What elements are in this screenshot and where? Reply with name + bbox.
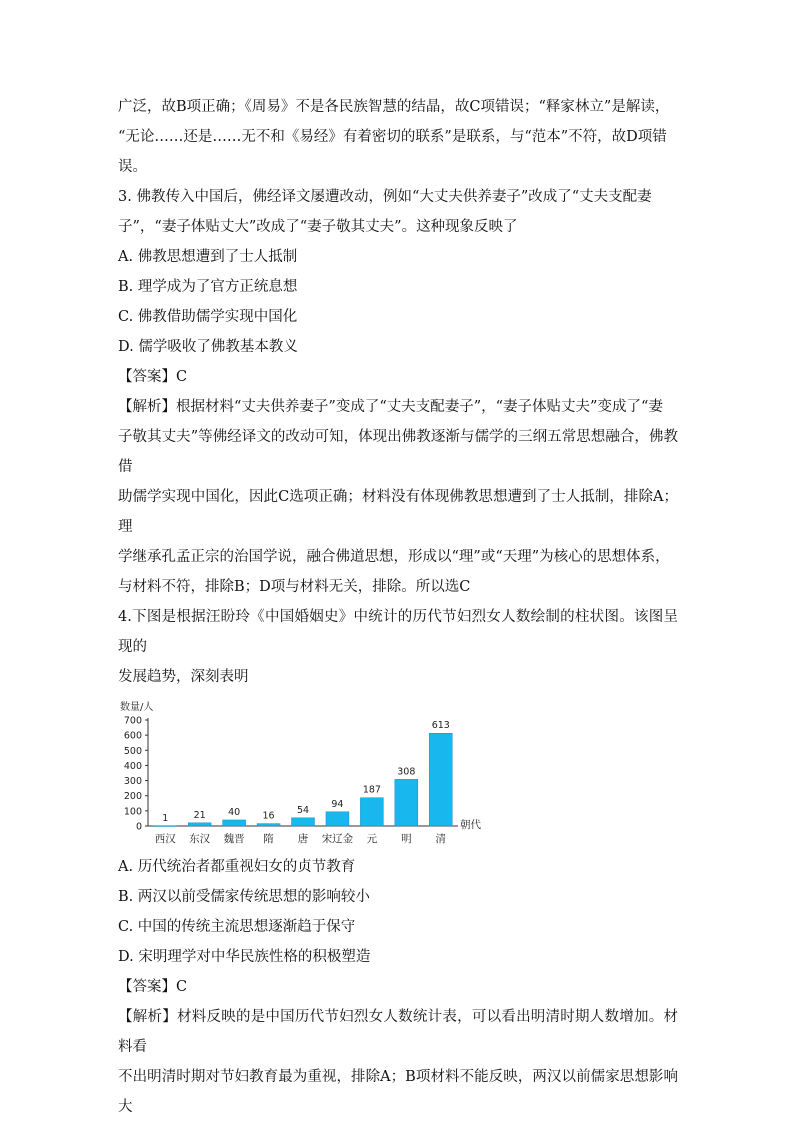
bar <box>395 779 418 826</box>
x-category-label: 东汉 <box>189 833 211 845</box>
x-axis-label: 朝代 <box>460 819 481 831</box>
x-category-label: 清 <box>435 833 447 845</box>
bar <box>292 818 315 826</box>
y-tick-label: 300 <box>123 776 142 788</box>
y-tick-label: 100 <box>123 806 142 818</box>
q3-analysis-line-4: 学继承孔孟正宗的治国学说，融合佛道思想，形成以“理”或“天理”为核心的思想体系， <box>118 549 670 565</box>
bar <box>429 733 452 826</box>
q3-analysis-line-1: 【解析】根据材料“丈夫供养妻子”变成了“丈夫支配妻子”，“妻子体贴丈夫”变成了“妻 <box>118 399 663 415</box>
x-category-label: 隋 <box>263 833 274 845</box>
bar-value-label: 54 <box>296 804 310 816</box>
q3-option-a: A. 佛教思想遭到了士人抵制 <box>118 249 298 265</box>
q4-option-c: C. 中国的传统主流思想逐渐趋于保守 <box>118 919 356 935</box>
q4-answer: 【答案】C <box>118 979 188 995</box>
q3-answer: 【答案】C <box>118 369 188 385</box>
q3-stem-line-2: 子”，“妻子体贴丈大”改成了“妻子敬其丈夫”。这种现象反映了 <box>118 219 518 235</box>
bar-value-label: 40 <box>228 806 241 818</box>
q4-stem-line-2: 发展趋势，深刻表明 <box>118 669 249 685</box>
y-tick-label: 400 <box>123 760 142 772</box>
bar-value-label: 16 <box>262 810 275 822</box>
q4-analysis-line-1: 【解析】材料反映的是中国历代节妇烈女人数统计表，可以看出明清时期人数增加。材料看 <box>118 1009 678 1055</box>
y-tick-label: 0 <box>135 821 142 833</box>
prev-analysis-line-3: 误。 <box>118 159 147 175</box>
q3-analysis-line-5: 与材料不符，排除B；D项与材料无关，排除。所以选C <box>118 579 471 595</box>
bar-value-label: 187 <box>362 784 381 796</box>
bar <box>257 824 280 826</box>
q4-stem-line-1: 4.下图是根据汪盼玲《中国婚姻史》中统计的历代节妇烈女人数绘制的柱状图。该图呈现的 <box>118 609 678 655</box>
y-axis-label: 数量/人 <box>120 702 154 713</box>
q4-option-b: B. 两汉以前受儒家传统思想的影响较小 <box>118 889 370 905</box>
q3-option-c: C. 佛教借助儒学实现中国化 <box>118 309 298 325</box>
y-tick-label: 600 <box>123 730 142 742</box>
prev-analysis-line-1: 广泛，故B项正确；《周易》不是各民族智慧的结晶，故C项错误；“释家林立”是解读， <box>118 99 670 115</box>
y-tick-label: 700 <box>123 715 142 727</box>
y-tick-label: 500 <box>123 745 142 757</box>
bar <box>223 820 246 826</box>
bar-chart-svg <box>118 698 678 848</box>
q4-analysis-line-2: 不出明清时期对节妇教育最为重视，排除A；B项材料不能反映，两汉以前儒家思想影响大 <box>118 1069 678 1115</box>
bar <box>360 798 383 826</box>
x-category-label: 元 <box>366 833 378 845</box>
q4-option-a: A. 历代统治者都重视妇女的贞节教育 <box>118 859 356 875</box>
x-category-label: 西汉 <box>154 833 176 845</box>
bar-value-label: 21 <box>193 809 206 821</box>
q3-analysis-line-2: 子敬其丈夫”等佛经译文的改动可知，体现出佛教逐渐与儒学的三纲五常思想融合，佛教借 <box>118 429 678 475</box>
document-page <box>118 92 678 1122</box>
q3-option-b: B. 理学成为了官方正统息想 <box>118 279 298 295</box>
q4-option-d: D. 宋明理学对中华民族性格的积极塑造 <box>118 949 371 965</box>
x-category-label: 宋辽金 <box>321 833 354 845</box>
bar-chart <box>118 698 678 848</box>
prev-analysis-line-2: “无论……还是……无不和《易经》有着密切的联系”是联系，与“范本”不符，故D项错 <box>118 129 667 145</box>
bar-value-label: 308 <box>397 766 416 778</box>
x-category-label: 唐 <box>297 833 309 845</box>
y-tick-label: 200 <box>123 791 142 803</box>
x-category-label: 明 <box>401 833 412 845</box>
bar-value-label: 94 <box>331 798 344 810</box>
bar-value-label: 1 <box>162 812 169 824</box>
bar <box>326 812 349 826</box>
bar <box>188 823 211 826</box>
q3-analysis-line-3: 助儒学实现中国化，因此C选项正确；材料没有体现佛教思想遭到了士人抵制，排除A；理 <box>118 489 678 535</box>
x-category-label: 魏晋 <box>223 833 245 845</box>
q3-option-d: D. 儒学吸收了佛教基本教义 <box>118 339 298 355</box>
q3-stem-line-1: 3. 佛教传入中国后，佛经译文屡遭改动，例如“大丈夫供养妻子”改成了“丈夫支配妻 <box>118 189 652 205</box>
bar-value-label: 613 <box>431 720 450 732</box>
bar <box>154 826 177 827</box>
